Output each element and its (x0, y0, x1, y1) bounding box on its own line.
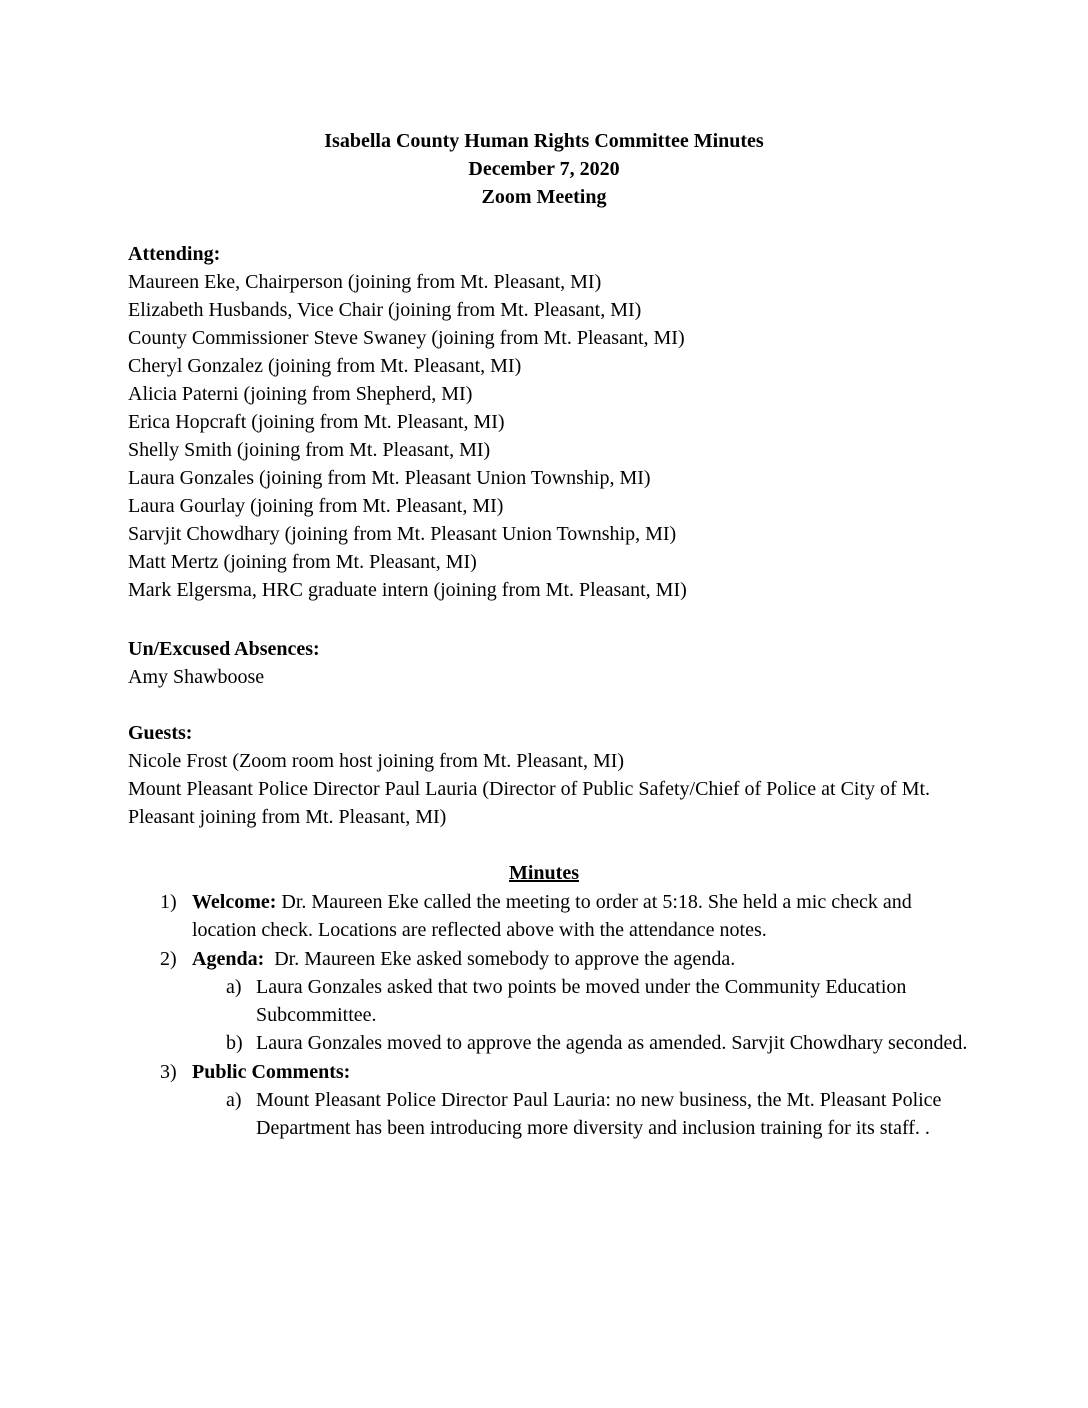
subitem-text: Laura Gonzales moved to approve the agenda as amended. Sarvjit Chowdhary seconded. (256, 1032, 968, 1055)
attendee: Elizabeth Husbands, Vice Chair (joining from Mt. Pleasant, MI) (128, 299, 642, 321)
subitem-letter: a) (226, 1089, 242, 1112)
attending-heading: Attending: (128, 243, 221, 265)
guest: Mount Pleasant Police Director Paul Lauria (Director of Public Safety/Chief of Police at City of Mt. Pleasant joining from Mt. Pleasant, MI) (128, 778, 931, 829)
item-number: 1) (160, 891, 177, 913)
attendee: Erica Hopcraft (joining from Mt. Pleasant, MI) (128, 411, 505, 433)
attendee: Cheryl Gonzalez (joining from Mt. Pleasant, MI) (128, 355, 522, 377)
attendee: Matt Mertz (joining from Mt. Pleasant, MI) (128, 551, 477, 573)
minutes-subitem (128, 973, 968, 1030)
item-number: 2) (160, 947, 177, 970)
meeting-date: December 7, 2020 (468, 158, 620, 180)
attendee: Alicia Paterni (joining from Shepherd, MI) (128, 383, 473, 405)
subitem-letter: b) (226, 1032, 243, 1055)
attendee: Maureen Eke, Chairperson (joining from Mt. Pleasant, MI) (128, 271, 602, 293)
minutes-subitem (128, 1086, 968, 1143)
attendee: Sarvjit Chowdhary (joining from Mt. Pleasant Union Township, MI) (128, 523, 677, 545)
item-label: Agenda: (192, 947, 265, 970)
item-number: 3) (160, 1060, 177, 1083)
guests-heading: Guests: (128, 722, 193, 744)
item-text: Dr. Maureen Eke called the meeting to order at 5:18. She held a mic check and location check. Locations are reflected above with the attendance notes. (192, 891, 912, 942)
minutes-item-public-comments (128, 1058, 968, 1086)
subitem-text: Laura Gonzales asked that two points be moved under the Community Education Subcommittee. (256, 975, 907, 1027)
attendee: County Commissioner Steve Swaney (joining from Mt. Pleasant, MI) (128, 327, 685, 349)
attendee: Laura Gourlay (joining from Mt. Pleasant, MI) (128, 495, 504, 517)
guest: Nicole Frost (Zoom room host joining from Mt. Pleasant, MI) (128, 750, 625, 772)
guests-section (128, 719, 968, 832)
document-title: Isabella County Human Rights Committee Minutes (324, 130, 764, 152)
meeting-type: Zoom Meeting (481, 186, 607, 208)
absences-section (128, 635, 968, 691)
minutes-item-welcome (128, 888, 968, 945)
absentee: Amy Shawboose (128, 666, 265, 688)
subitem-text: Mount Pleasant Police Director Paul Lauria: no new business, the Mt. Pleasant Police Department has been introducing more diversity and inclusion training for its staff. . (256, 1089, 942, 1140)
attending-section (128, 240, 968, 604)
attendee: Laura Gonzales (joining from Mt. Pleasant Union Township, MI) (128, 467, 651, 489)
minutes-item-agenda (128, 945, 968, 973)
absences-heading: Un/Excused Absences: (128, 638, 320, 660)
attendee: Shelly Smith (joining from Mt. Pleasant, MI) (128, 439, 491, 461)
item-label: Public Comments: (192, 1060, 351, 1083)
minutes-list (128, 888, 968, 1143)
item-label: Welcome: (192, 891, 277, 913)
minutes-heading: Minutes (509, 862, 579, 884)
attendee: Mark Elgersma, HRC graduate intern (joining from Mt. Pleasant, MI) (128, 579, 687, 601)
document-header (0, 127, 1088, 211)
subitem-letter: a) (226, 975, 242, 998)
minutes-subitem (128, 1029, 968, 1057)
item-text: Dr. Maureen Eke asked somebody to approve the agenda. (264, 947, 736, 970)
